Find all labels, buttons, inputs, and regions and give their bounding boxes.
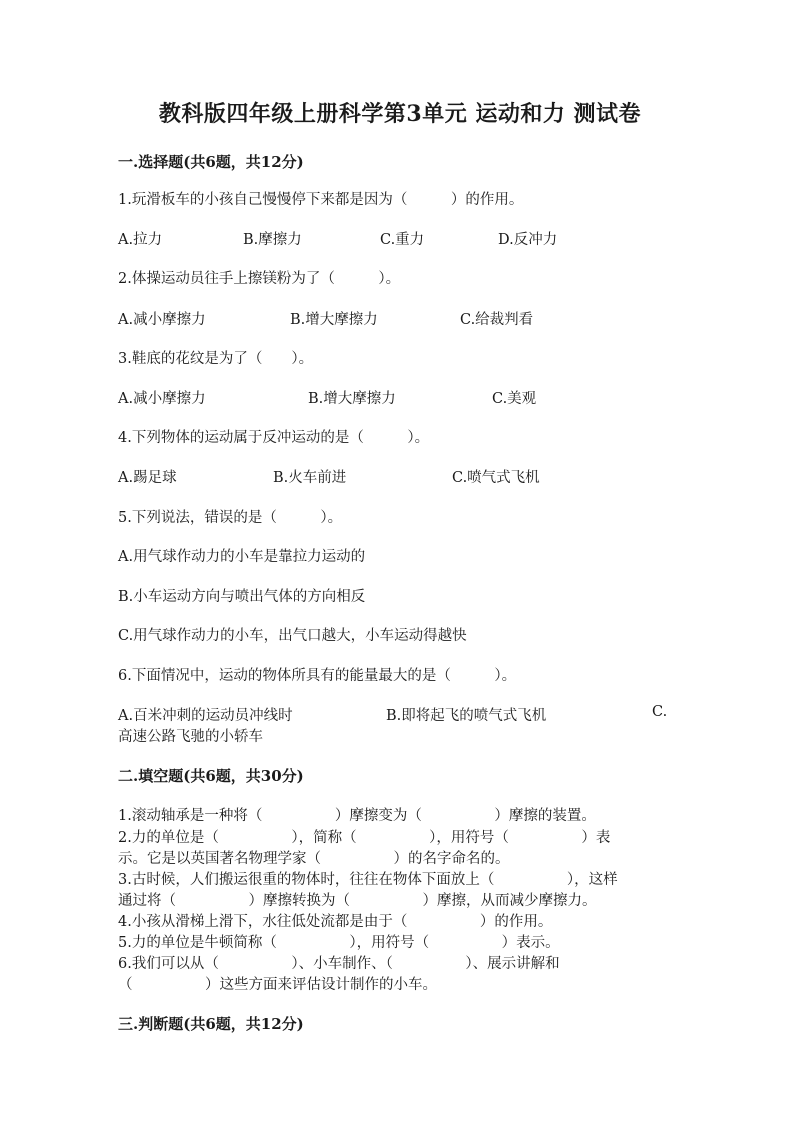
option: D.反冲力 bbox=[498, 232, 558, 248]
question-stem: 2.体操运动员往手上擦镁粉为了（ ）。 bbox=[118, 271, 401, 287]
option: A.减小摩擦力 bbox=[118, 391, 206, 407]
fill-line: 示。它是以英国著名物理学家（ ）的名字命名的。 bbox=[118, 851, 510, 867]
question-stem: 5.下列说法，错误的是（ ）。 bbox=[118, 510, 343, 526]
option: C.喷气式飞机 bbox=[452, 470, 540, 486]
option: B.即将起飞的喷气式飞机 bbox=[386, 708, 547, 724]
option: B.火车前进 bbox=[273, 470, 347, 486]
question-stem: 3.鞋底的花纹是为了（ ）。 bbox=[118, 351, 314, 367]
option: A.拉力 bbox=[118, 232, 163, 248]
option: C.给裁判看 bbox=[460, 312, 534, 328]
option: B.小车运动方向与喷出气体的方向相反 bbox=[118, 589, 366, 605]
option: B.增大摩擦力 bbox=[308, 391, 396, 407]
page-title: 教科版四年级上册科学第3单元 运动和力 测试卷 bbox=[158, 101, 642, 127]
option-continuation: 高速公路飞驰的小轿车 bbox=[118, 729, 263, 745]
question-stem: 4.下列物体的运动属于反冲运动的是（ ）。 bbox=[118, 430, 430, 446]
option: C.用气球作动力的小车，出气口越大，小车运动得越快 bbox=[118, 628, 467, 644]
option: A.踢足球 bbox=[118, 470, 177, 486]
option: A.百米冲刺的运动员冲线时 bbox=[118, 708, 293, 724]
option: B.摩擦力 bbox=[243, 232, 302, 248]
option: C.美观 bbox=[492, 391, 537, 407]
question-stem: 1.玩滑板车的小孩自己慢慢停下来都是因为（ ）的作用。 bbox=[118, 192, 524, 208]
section-heading-fill: 二.填空题(共6题，共30分) bbox=[118, 767, 304, 785]
fill-line: 4.小孩从滑梯上滑下，水往低处流都是由于（ ）的作用。 bbox=[118, 914, 553, 930]
section-heading-judge: 三.判断题(共6题，共12分) bbox=[118, 1015, 304, 1033]
fill-line: 6.我们可以从（ ）、小车制作、（ ）、展示讲解和 bbox=[118, 956, 560, 972]
fill-line: 通过将（ ）摩擦转换为（ ）摩擦，从而减少摩擦力。 bbox=[118, 893, 597, 909]
option: C. bbox=[652, 704, 668, 720]
option: B.增大摩擦力 bbox=[290, 312, 378, 328]
section-heading-choice: 一.选择题(共6题，共12分) bbox=[118, 153, 304, 171]
option: C.重力 bbox=[380, 232, 425, 248]
question-stem: 6.下面情况中，运动的物体所具有的能量最大的是（ ）。 bbox=[118, 668, 517, 684]
option: A.用气球作动力的小车是靠拉力运动的 bbox=[118, 549, 366, 565]
option: A.减小摩擦力 bbox=[118, 312, 206, 328]
fill-line: 3.古时候，人们搬运很重的物体时，往往在物体下面放上（ ），这样 bbox=[118, 872, 618, 888]
fill-line: 1.滚动轴承是一种将（ ）摩擦变为（ ）摩擦的装置。 bbox=[118, 808, 596, 824]
fill-line: 5.力的单位是牛顿简称（ ），用符号（ ）表示。 bbox=[118, 935, 560, 951]
fill-line: （ ）这些方面来评估设计制作的小车。 bbox=[118, 977, 437, 993]
fill-line: 2.力的单位是（ ），简称（ ），用符号（ ）表 bbox=[118, 830, 611, 846]
